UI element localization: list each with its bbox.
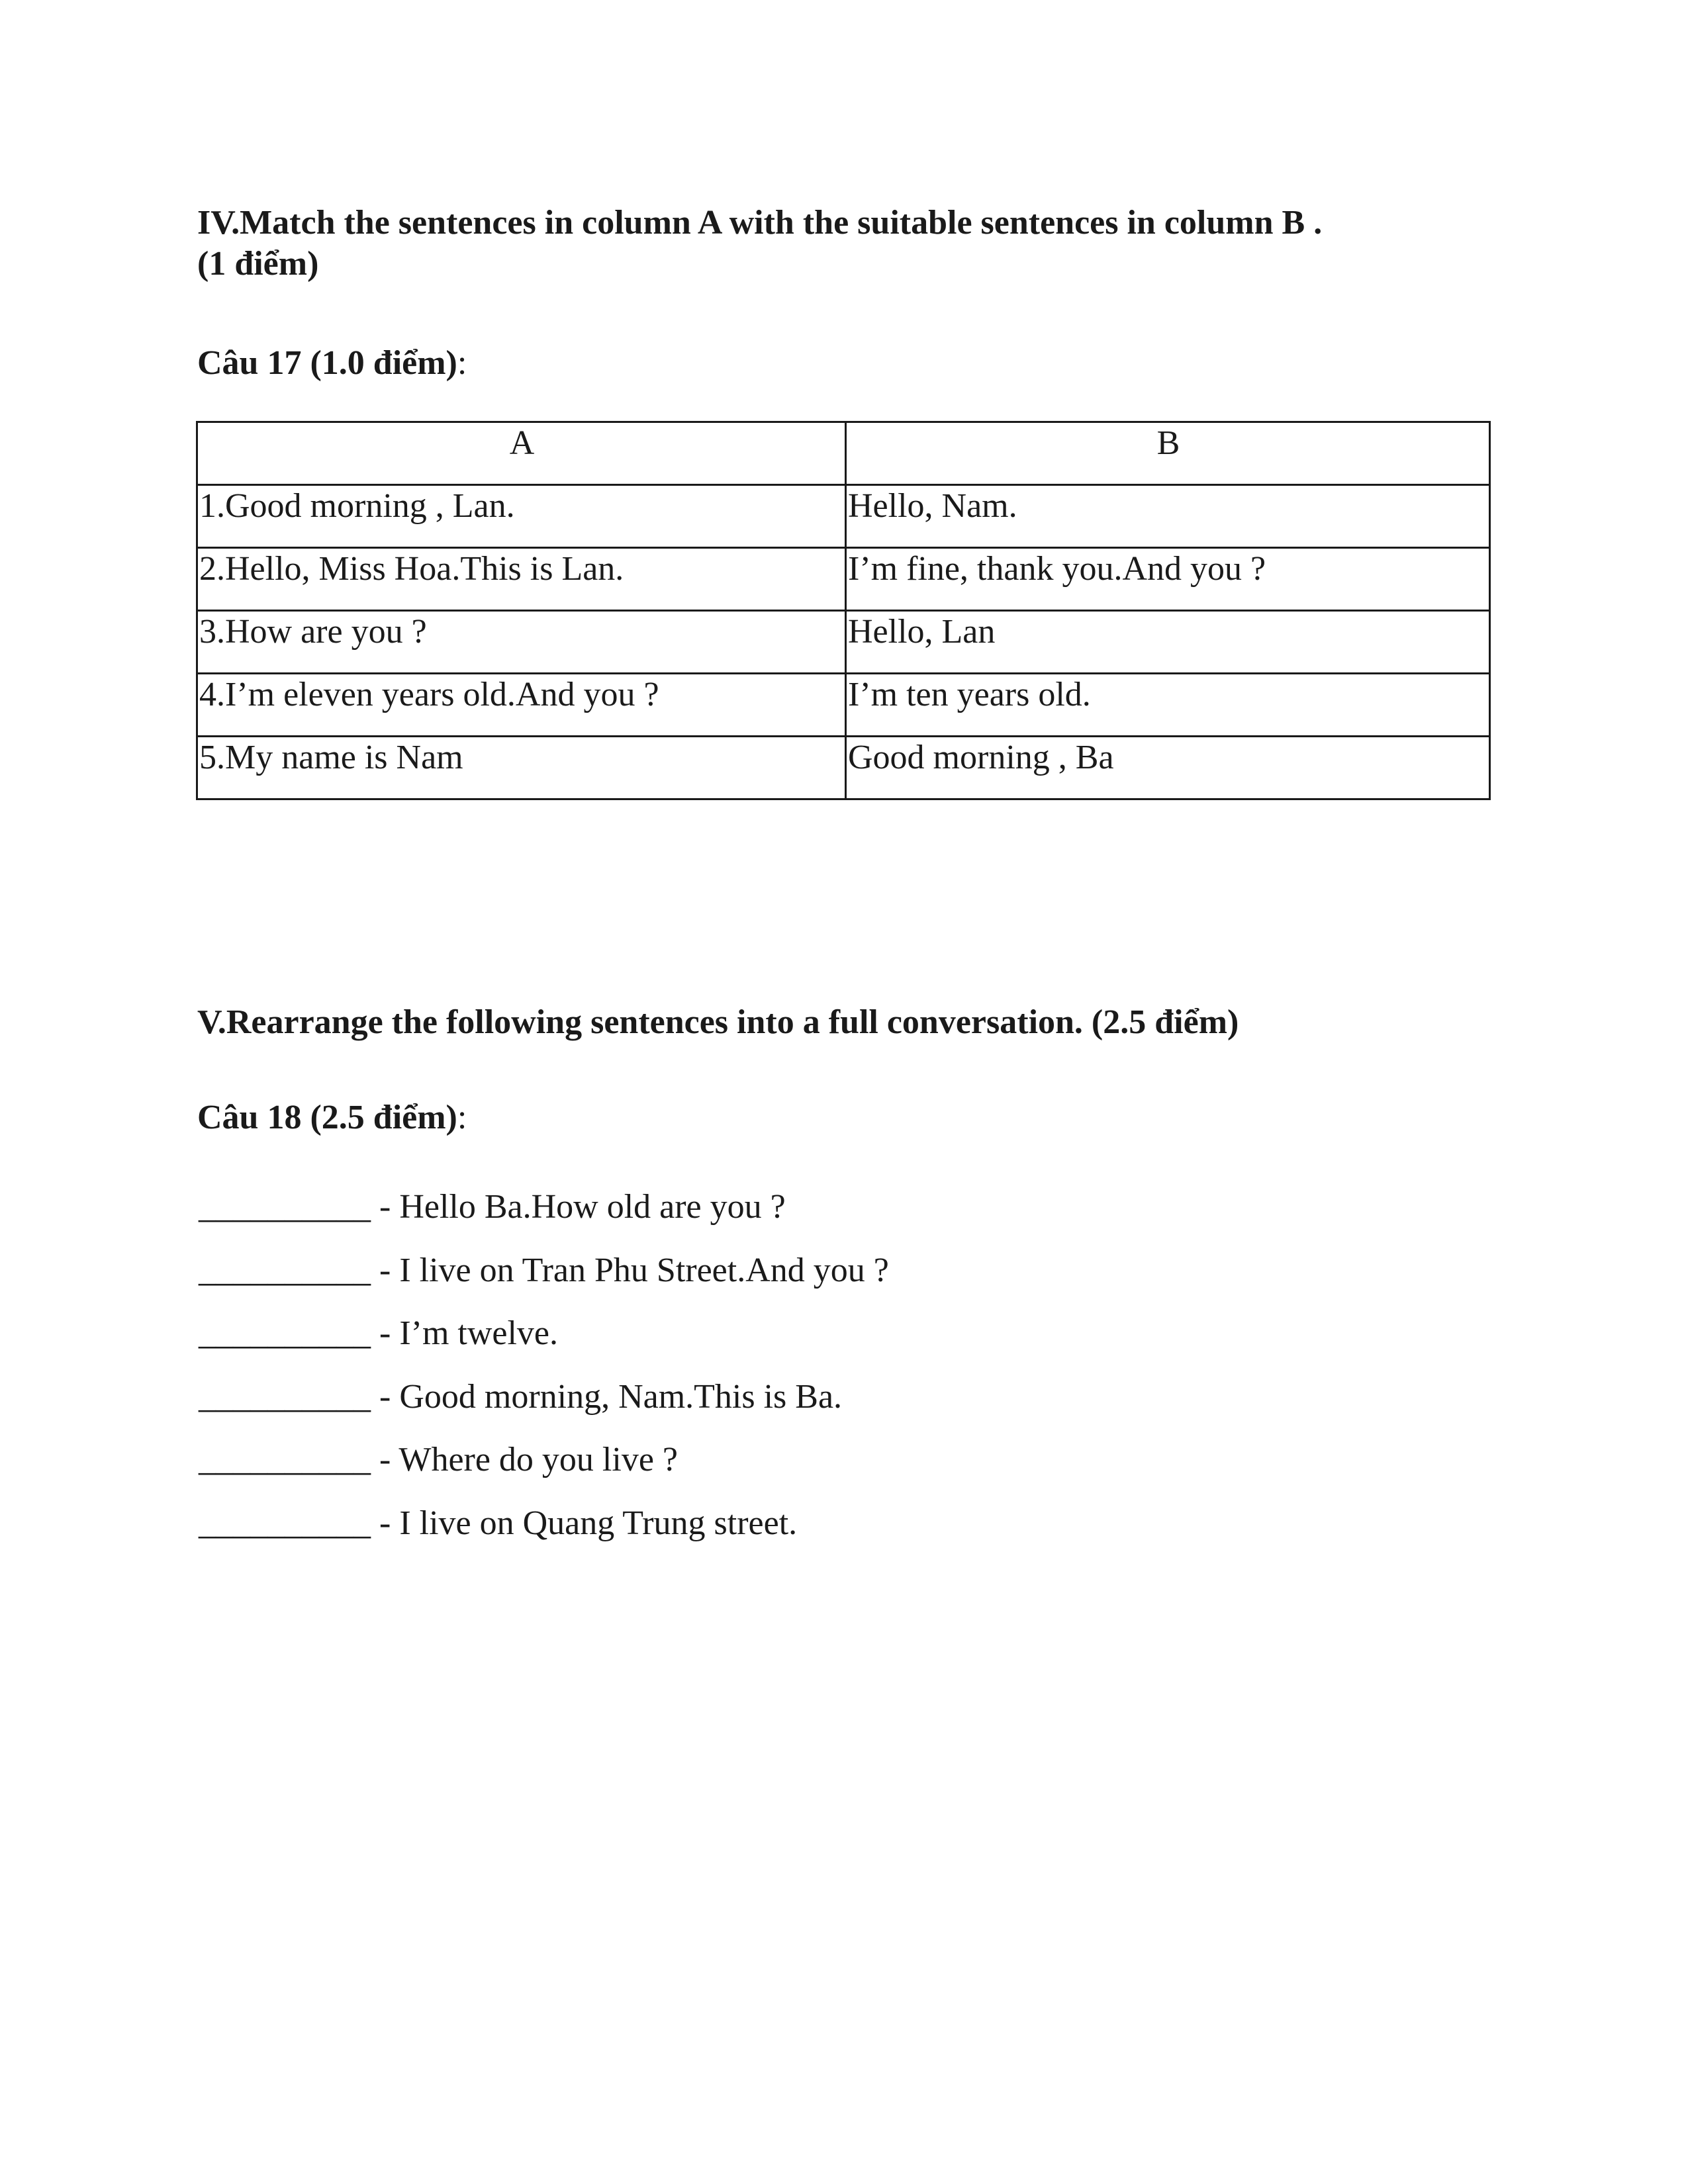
question-18-title: Câu 18 (2.5 điểm) <box>197 1099 457 1136</box>
column-a-cell: 1.Good morning , Lan. <box>197 485 846 548</box>
conversation-sentence: - Hello Ba.How old are you ? <box>379 1188 786 1226</box>
conversation-sentence: - Where do you live ? <box>379 1441 678 1479</box>
section-5-heading: V.Rearrange the following sentences into a full conversation. (2.5 điểm) <box>197 1003 1239 1041</box>
conversation-line <box>199 1428 889 1492</box>
question-17-colon: : <box>457 344 467 382</box>
question-18-colon: : <box>457 1099 467 1136</box>
section-4-heading <box>197 203 1495 285</box>
answer-blank[interactable]: __________ <box>199 1314 371 1352</box>
conversation-line <box>199 1492 889 1555</box>
column-a-cell: 5.My name is Nam <box>197 737 846 799</box>
section-4-title: IV.Match the sentences in column A with the suitable sentences in column B . <box>197 204 1323 242</box>
answer-blank[interactable]: __________ <box>199 1188 371 1226</box>
column-b-cell: I’m ten years old. <box>846 674 1490 737</box>
matching-table <box>196 421 1491 800</box>
conversation-sentence: - Good morning, Nam.This is Ba. <box>379 1377 843 1416</box>
column-a-header: A <box>197 422 846 485</box>
column-b-cell: I’m fine, thank you.And you ? <box>846 548 1490 611</box>
table-row <box>197 548 1490 611</box>
section-4-points: (1 điểm) <box>197 245 319 283</box>
question-18-label <box>197 1097 467 1138</box>
conversation-line <box>199 1302 889 1365</box>
column-a-cell: 4.I’m eleven years old.And you ? <box>197 674 846 737</box>
conversation-sentence: - I live on Quang Trung street. <box>379 1504 798 1542</box>
answer-blank[interactable]: __________ <box>199 1504 371 1542</box>
conversation-line <box>199 1239 889 1302</box>
answer-blank[interactable]: __________ <box>199 1251 371 1289</box>
column-b-cell: Hello, Nam. <box>846 485 1490 548</box>
table-header-row <box>197 422 1490 485</box>
table-row <box>197 737 1490 799</box>
column-a-cell: 2.Hello, Miss Hoa.This is Lan. <box>197 548 846 611</box>
question-17-label <box>197 343 467 384</box>
table-row <box>197 674 1490 737</box>
answer-blank[interactable]: __________ <box>199 1441 371 1479</box>
conversation-sentence: - I live on Tran Phu Street.And you ? <box>379 1251 889 1289</box>
column-b-cell: Good morning , Ba <box>846 737 1490 799</box>
conversation-line <box>199 1365 889 1429</box>
answer-blank[interactable]: __________ <box>199 1377 371 1416</box>
column-b-header: B <box>846 422 1490 485</box>
question-17-title: Câu 17 (1.0 điểm) <box>197 344 457 382</box>
column-b-cell: Hello, Lan <box>846 611 1490 674</box>
table-row <box>197 485 1490 548</box>
conversation-sentence: - I’m twelve. <box>379 1314 559 1352</box>
conversation-line <box>199 1175 889 1239</box>
column-a-cell: 3.How are you ? <box>197 611 846 674</box>
conversation-lines <box>199 1175 889 1555</box>
table-row <box>197 611 1490 674</box>
